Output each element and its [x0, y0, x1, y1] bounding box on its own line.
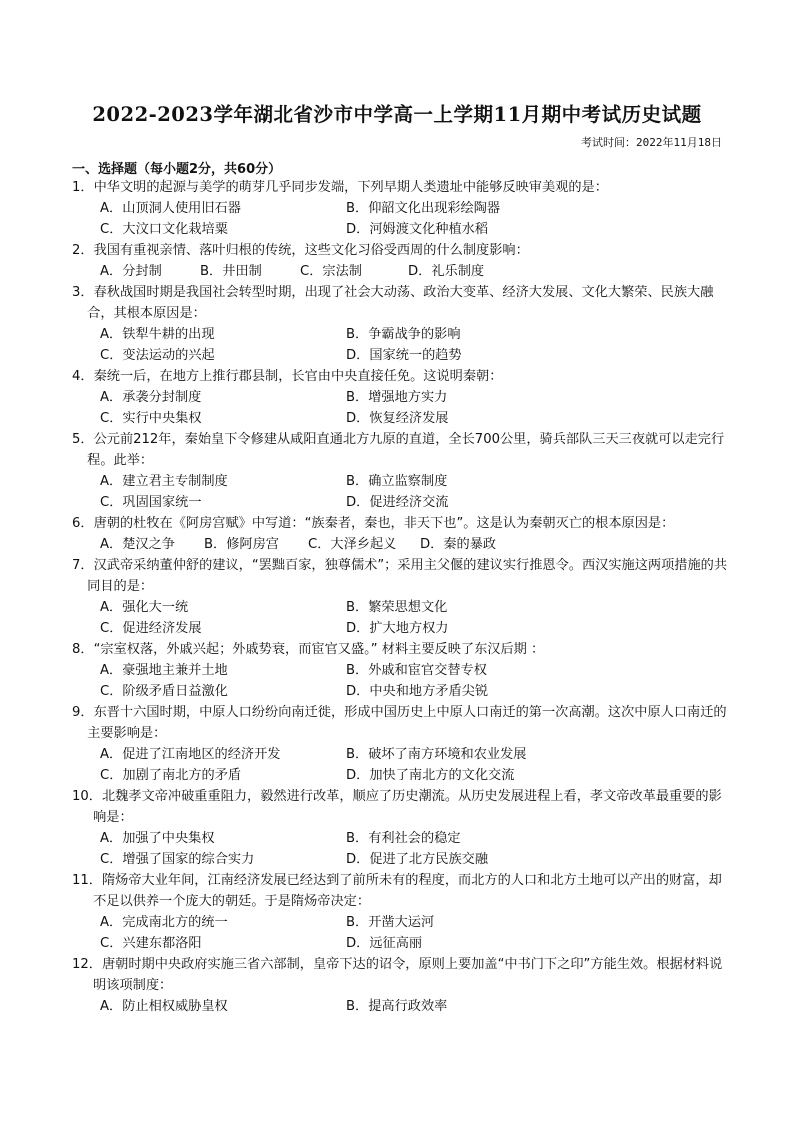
option-b: B．确立监察制度: [346, 474, 448, 489]
option-d: D．促进经济交流: [346, 495, 449, 510]
option-c: C．大汶口文化栽培粟: [100, 222, 228, 237]
option-c: C．宗法制: [300, 264, 362, 279]
option-a: A．防止相权威胁皇权: [100, 999, 228, 1014]
question-9: [72, 702, 732, 786]
option-d: D．秦的暴政: [420, 537, 497, 552]
option-b: B．增强地方实力: [346, 390, 448, 405]
question-stem: 4．秦统一后，在地方上推行郡县制，长官由中央直接任免。这说明秦朝：: [72, 369, 503, 384]
question-3: [72, 282, 732, 366]
option-d: D．礼乐制度: [408, 264, 485, 279]
option-b: B．开凿大运河: [346, 915, 435, 930]
option-a: A．完成南北方的统一: [100, 915, 228, 930]
question-10: [72, 786, 732, 870]
question-5: [72, 429, 732, 513]
option-d: D．恢复经济发展: [346, 411, 449, 426]
option-c: C．加剧了南北方的矛盾: [100, 768, 242, 783]
option-c: C．实行中央集权: [100, 411, 202, 426]
exam-title: 2022-2023学年湖北省沙市中学高一上学期11月期中考试历史试题: [92, 103, 702, 126]
question-2: [72, 240, 732, 282]
option-c: C．增强了国家的综合实力: [100, 852, 255, 867]
question-11: [72, 870, 732, 954]
option-b: B．外戚和宦官交替专权: [346, 663, 487, 678]
question-6: [72, 513, 732, 555]
option-b: B．修阿房宫: [204, 537, 279, 552]
question-stem: 5．公元前212年，秦始皇下令修建从咸阳直通北方九原的直道，全长700公里，骑兵部队三天三夜就可以走完行程。此举：: [72, 432, 725, 468]
option-a: A．承袭分封制度: [100, 390, 202, 405]
question-stem: 12．唐朝时期中央政府实施三省六部制，皇帝下达的诏令，原则上要加盖“中书门下之印”方能生效。根据材料说明该项制度：: [72, 957, 723, 993]
option-d: D．中央和地方矛盾尖锐: [346, 684, 489, 699]
question-stem: 9．东晋十六国时期，中原人口纷纷向南迁徙，形成中国历史上中原人口南迁的第一次高潮。这次中原人口南迁的主要影响是：: [72, 705, 727, 741]
option-d: D．远征高丽: [346, 936, 423, 951]
option-a: A．加强了中央集权: [100, 831, 215, 846]
option-b: B．仰韶文化出现彩绘陶器: [346, 201, 501, 216]
question-list: [72, 177, 732, 1017]
exam-time: 考试时间：2022年11月18日: [581, 136, 722, 149]
option-b: B．破坏了南方环境和农业发展: [346, 747, 527, 762]
question-stem: 6．唐朝的杜牧在《阿房宫赋》中写道：“族秦者，秦也，非天下也”。这是认为秦朝灭亡的根本原因是：: [72, 516, 675, 531]
option-a: A．山顶洞人使用旧石器: [100, 201, 241, 216]
option-c: C．巩固国家统一: [100, 495, 202, 510]
option-d: D．国家统一的趋势: [346, 348, 462, 363]
question-stem: 10．北魏孝文帝冲破重重阻力，毅然进行改革，顺应了历史潮流。从历史发展进程上看，孝文帝改革最重要的影响是：: [72, 789, 722, 825]
option-b: B．有利社会的稳定: [346, 831, 461, 846]
question-7: [72, 555, 732, 639]
option-b: B．井田制: [200, 264, 262, 279]
option-b: B．繁荣思想文化: [346, 600, 448, 615]
question-stem: 11．隋炀帝大业年间，江南经济发展已经达到了前所未有的程度，而北方的人口和北方土地可以产出的财富，却不足以供养一个庞大的朝廷。于是隋炀帝决定：: [72, 873, 722, 909]
question-stem: 3．春秋战国时期是我国社会转型时期，出现了社会大动荡、政治大变革、经济大发展、文化大繁荣、民族大融合，其根本原因是：: [72, 285, 714, 321]
option-d: D．加快了南北方的文化交流: [346, 768, 515, 783]
question-stem: 1．中华文明的起源与美学的萌芽几乎同步发端，下列早期人类遗址中能够反映审美观的是：: [72, 180, 608, 195]
question-8: [72, 639, 732, 702]
question-4: [72, 366, 732, 429]
option-c: C．兴建东都洛阳: [100, 936, 202, 951]
option-a: A．铁犁牛耕的出现: [100, 327, 215, 342]
option-a: A．楚汉之争: [100, 537, 175, 552]
option-a: A．强化大一统: [100, 600, 189, 615]
option-c: C．大泽乡起义: [308, 537, 397, 552]
question-stem: 8．“宗室权落，外戚兴起；外戚势衰，而宦官又盛。” 材料主要反映了东汉后期 ：: [72, 642, 545, 657]
option-d: D．河姆渡文化种植水稻: [346, 222, 489, 237]
option-d: D．促进了北方民族交融: [346, 852, 489, 867]
section-heading: 一、选择题（每小题2分，共60分）: [72, 162, 282, 177]
option-c: C．变法运动的兴起: [100, 348, 215, 363]
question-12: [72, 954, 732, 1017]
option-c: C．促进经济发展: [100, 621, 202, 636]
option-b: B．争霸战争的影响: [346, 327, 461, 342]
question-1: [72, 177, 732, 240]
option-c: C．阶级矛盾日益激化: [100, 684, 228, 699]
option-a: A．建立君主专制制度: [100, 474, 228, 489]
option-a: A．促进了江南地区的经济开发: [100, 747, 281, 762]
option-a: A．分封制: [100, 264, 162, 279]
option-a: A．豪强地主兼并土地: [100, 663, 228, 678]
option-d: D．扩大地方权力: [346, 621, 449, 636]
question-stem: 2．我国有重视亲情、落叶归根的传统，这些文化习俗受西周的什么制度影响：: [72, 243, 529, 258]
question-stem: 7．汉武帝采纳董仲舒的建议，“罢黜百家，独尊儒术”；采用主父偃的建议实行推恩令。西汉实施这两项措施的共同目的是：: [72, 558, 728, 594]
option-b: B．提高行政效率: [346, 999, 448, 1014]
